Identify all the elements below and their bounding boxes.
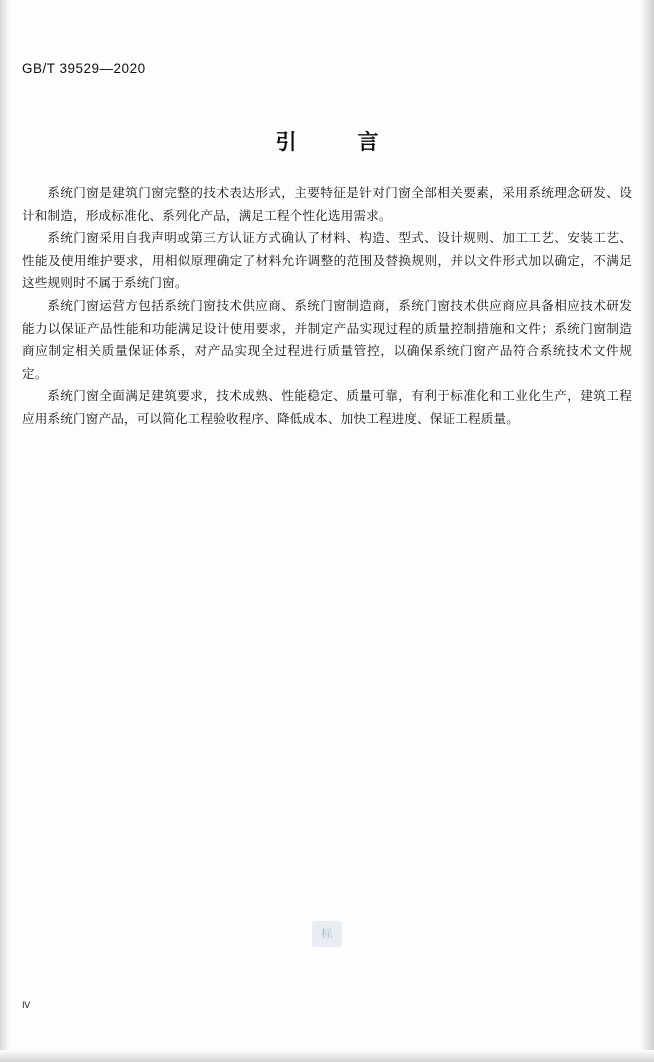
scan-edge-left [0, 0, 10, 1062]
paragraph: 系统门窗全面满足建筑要求，技术成熟、性能稳定、质量可靠，有利于标准化和工业化生产，建筑工程应用系统门窗产品，可以简化工程验收程序、降低成本、加快工程进度、保证工程质量。 [22, 388, 632, 426]
standard-code-header: GB/T 39529—2020 [22, 61, 146, 76]
scan-edge-bottom [0, 1050, 654, 1062]
watermark-stamp: 标 [312, 921, 342, 947]
paragraph: 系统门窗采用自我声明或第三方认证方式确认了材料、构造、型式、设计规则、加工工艺、安装工艺、性能及使用维护要求，用相似原理确定了材料允许调整的范围及替换规则，并以文件形式加以确定，不满足这些规则时不属于系统门窗。 [22, 230, 632, 291]
page-title: 引 言 [275, 130, 399, 154]
paragraph: 系统门窗是建筑门窗完整的技术表达形式，主要特征是针对门窗全部相关要素，采用系统理念研发、设计和制造，形成标准化、系列化产品，满足工程个性化选用需求。 [22, 185, 632, 223]
paragraph: 系统门窗运营方包括系统门窗技术供应商、系统门窗制造商，系统门窗技术供应商应具备相应技术研发能力以保证产品性能和功能满足设计使用要求，并制定产品实现过程的质量控制措施和文件；系统门窗制造商应制定相关质量保证体系，对产品实现全过程进行质量管控，以确保系统门窗产品符合系统技术文件规定。 [22, 297, 632, 381]
page-number: Ⅳ [22, 1000, 31, 1010]
scan-edge-right [640, 0, 654, 1062]
foreword-body [22, 182, 632, 431]
